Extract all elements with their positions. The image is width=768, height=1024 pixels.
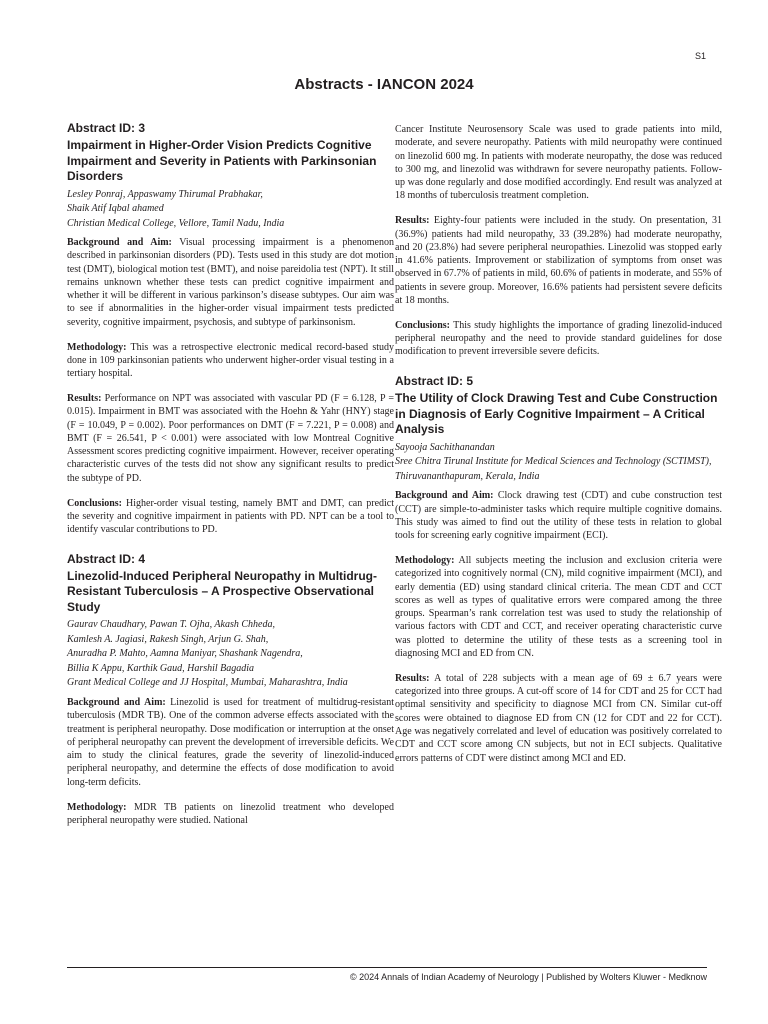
author-block xyxy=(67,188,394,232)
section-methodology xyxy=(395,554,722,660)
page-number: S1 xyxy=(694,51,706,61)
affiliation-line: Christian Medical College, Vellore, Tamil Nadu, India xyxy=(67,217,285,229)
author-block xyxy=(67,618,394,691)
section-text: Eighty-four patients were included in the study. On presentation, 31 (36.9%) patients had mild neuropathy, 33 (39.28%) had moderate neuropathy, and 20 (23.8%) had severe peripheral neuropathies. Linezolid was stopped early in 41.6% patients. Improvement or stabilization of symptoms from onset was observed in 67.7% of patients in mild, 60.6% of patients in moderate, and 55% of patients in severe group. Moreover, 16.6% patients had persistent severe deficits at 18 months. xyxy=(395,215,722,307)
affiliation-line: Sree Chitra Tirunal Institute for Medical Sciences and Technology (SCTIMST), Thiruvananthapuram, Kerala, India xyxy=(395,456,712,482)
section-background xyxy=(67,696,394,789)
author-line: Lesley Ponraj, Appaswamy Thirumal Prabhakar, xyxy=(67,188,263,200)
section-label: Methodology: xyxy=(67,801,127,813)
section-text: Clock drawing test (CDT) and cube construction test (CCT) are simple-to-administer tasks which require multiple cognitive domains. This study was aimed to find out the utility of these tests in relation to global tools for screening early cognitive impairment (ECI). xyxy=(395,490,723,542)
author-line: Shaik Atif Iqbal ahamed xyxy=(67,203,164,214)
section-text: A total of 228 subjects with a mean age of 69 ± 6.7 years were categorized into three groups. A cut-off score of 14 for CDT and 25 for CCT had optimal sensitivity and specificity to diagnose MCI from CN. Similar cut-off scores were obtained to diagnose ED from CN (12 for CDT and 22 for CCT). Age was negatively correlated and level of education was positively correlated to CDT and CCT score among CN subjects, but not in ECI subjects. Qualitative errors patterns of CDT were distinct among MCI and ED. xyxy=(395,672,722,764)
left-column xyxy=(67,121,394,839)
section-text: This study highlights the importance of grading linezolid-induced peripheral neuropathy and the need to provide standard guidelines for dose modification to prevent irreversible severe deficits. xyxy=(395,319,722,358)
author-line: Gaurav Chaudhary, Pawan T. Ojha, Akash Chheda, xyxy=(67,619,275,631)
section-results xyxy=(395,672,722,765)
abstract-title: The Utility of Clock Drawing Test and Cube Construction in Diagnosis of Early Cognitive Impairment – A Critical Analysis xyxy=(395,391,718,437)
section-text: This was a retrospective electronic medical record-based study done in 109 parkinsonian patients who underwent higher-order visual testing in a tertiary hospital. xyxy=(67,341,394,380)
abstract-id: Abstract ID: 4 xyxy=(67,551,146,566)
section-text: Performance on NPT was associated with vascular PD (F = 6.128, P = 0.015). Impairment in BMT was associated with the Hoehn & Yahr (HNY) stage (F = 10.049, P = 0.002). Poor performances on DMT (F = 7.221, P = 0.008) and BMT (F = 26.541, P < 0.001) were associated with low Montreal Cognitive Assessment scores predicting cognitive impairment. However, receiver operating characteristic curves of the tests did not show any significant results to predict the subtype of PD. xyxy=(67,392,394,484)
footer-text: © 2024 Annals of Indian Academy of Neurology | Published by Wolters Kluwer - Medknow xyxy=(350,972,707,982)
section-conclusions xyxy=(67,497,394,537)
right-column xyxy=(395,123,722,776)
section-text: Linezolid is used for treatment of multidrug-resistant tuberculosis (MDR TB). One of the common adverse effects associated with the treatment is peripheral neuropathy. Dose modification or interruption at the onset of peripheral neuropathy can prevent the development of irreversible deficits. We aim to study the clinical features, grade the severity of linezolid-induced peripheral neuropathy, and determine the effects of dose modification to avoid long-term deficits. xyxy=(67,696,395,788)
section-label: Results: xyxy=(395,215,430,227)
author-line: Anuradha P. Mahto, Aamna Maniyar, Shashank Nagendra, xyxy=(67,648,303,660)
section-label: Results: xyxy=(67,392,102,404)
section-text: MDR TB patients on linezolid treatment who developed peripheral neuropathy were studied. National xyxy=(67,801,394,826)
abstract-title: Linezolid-Induced Peripheral Neuropathy in Multidrug-Resistant Tuberculosis – A Prospective Observational Study xyxy=(67,568,378,614)
section-label: Methodology: xyxy=(67,341,127,353)
abstract-id: Abstract ID: 3 xyxy=(67,121,146,135)
author-block xyxy=(395,441,722,485)
section-methodology-part1 xyxy=(67,801,394,828)
abstract-id: Abstract ID: 5 xyxy=(395,374,474,389)
section-label: Results: xyxy=(395,672,430,684)
section-text: Visual processing impairment is a phenomenon described in parkinsonian disorders (PD). Tests used in this study are dot motion test (DMT), biological motion test (BMT), and noise pareidolia test (NPT). It still remains unknown whether these tests can predict cognitive impairment and whether it will be different in various parkinson’s disease subtypes. Our aim was to see if abnormalities in the higher-order visual impairment tests predicted severity, cognitive impairment, psychosis, and subtype of parkinsonism. xyxy=(67,237,394,328)
section-results xyxy=(395,214,722,307)
section-background xyxy=(395,489,722,542)
section-text: Higher-order visual testing, namely BMT and DMT, can predict the severity and cognitive impairment in patients with PD. NPT can be a tool to identify vascular contributions to PD. xyxy=(67,497,394,536)
abstract-title: Impairment in Higher-Order Vision Predicts Cognitive Impairment and Severity in Patients with Parkinsonian Disorders xyxy=(67,138,377,183)
affiliation-line: Grant Medical College and JJ Hospital, Mumbai, Maharashtra, India xyxy=(67,677,348,689)
section-label: Background and Aim: xyxy=(395,490,494,502)
section-text: Cancer Institute Neurosensory Scale was used to grade patients into mild, moderate, and severe neuropathy. Patients with mild neuropathy were continued on linezolid 600 mg. In patients with moderate neuropathy, the dose was reduced to 300 mg, and linezolid was withdrawn for severe neuropathy patients. Follow-up was done regularly and dose modified accordingly. End result was analyzed at 18 months of tuberculosis treatment completion. xyxy=(395,124,722,202)
section-methodology xyxy=(67,341,394,381)
section-conclusions xyxy=(395,319,722,359)
section-methodology-part2 xyxy=(395,123,722,203)
section-label: Conclusions: xyxy=(67,497,123,509)
section-text: All subjects meeting the inclusion and exclusion criteria were categorized into cognitively normal (CN), mild cognitive impairment (MCI), and early dementia (ED) using standard clinical criteria. The mean CDT and CCT scores as well as types of qualitative errors were compared among the three groups. Spearman’s rank correlation test was used to study the relationship of various factors with CDT and CCT, and receiver operating characteristic curve was plotted to determine the utility of these tests as a screening tool in diagnosing MCI and ED from CN. xyxy=(395,554,722,660)
footer-divider xyxy=(67,967,707,968)
page-title: Abstracts - IANCON 2024 xyxy=(294,76,474,93)
section-label: Methodology: xyxy=(395,554,455,566)
section-label: Background and Aim: xyxy=(67,237,172,248)
section-label: Conclusions: xyxy=(395,319,451,331)
author-line: Sayooja Sachithanandan xyxy=(395,441,495,453)
section-label: Background and Aim: xyxy=(67,696,166,708)
section-results xyxy=(67,392,394,485)
author-line: Kamlesh A. Jagiasi, Rakesh Singh, Arjun G. Shah, xyxy=(67,633,269,645)
author-line: Billia K Appu, Karthik Gaud, Harshil Bagadia xyxy=(67,662,255,674)
section-background xyxy=(67,236,394,329)
